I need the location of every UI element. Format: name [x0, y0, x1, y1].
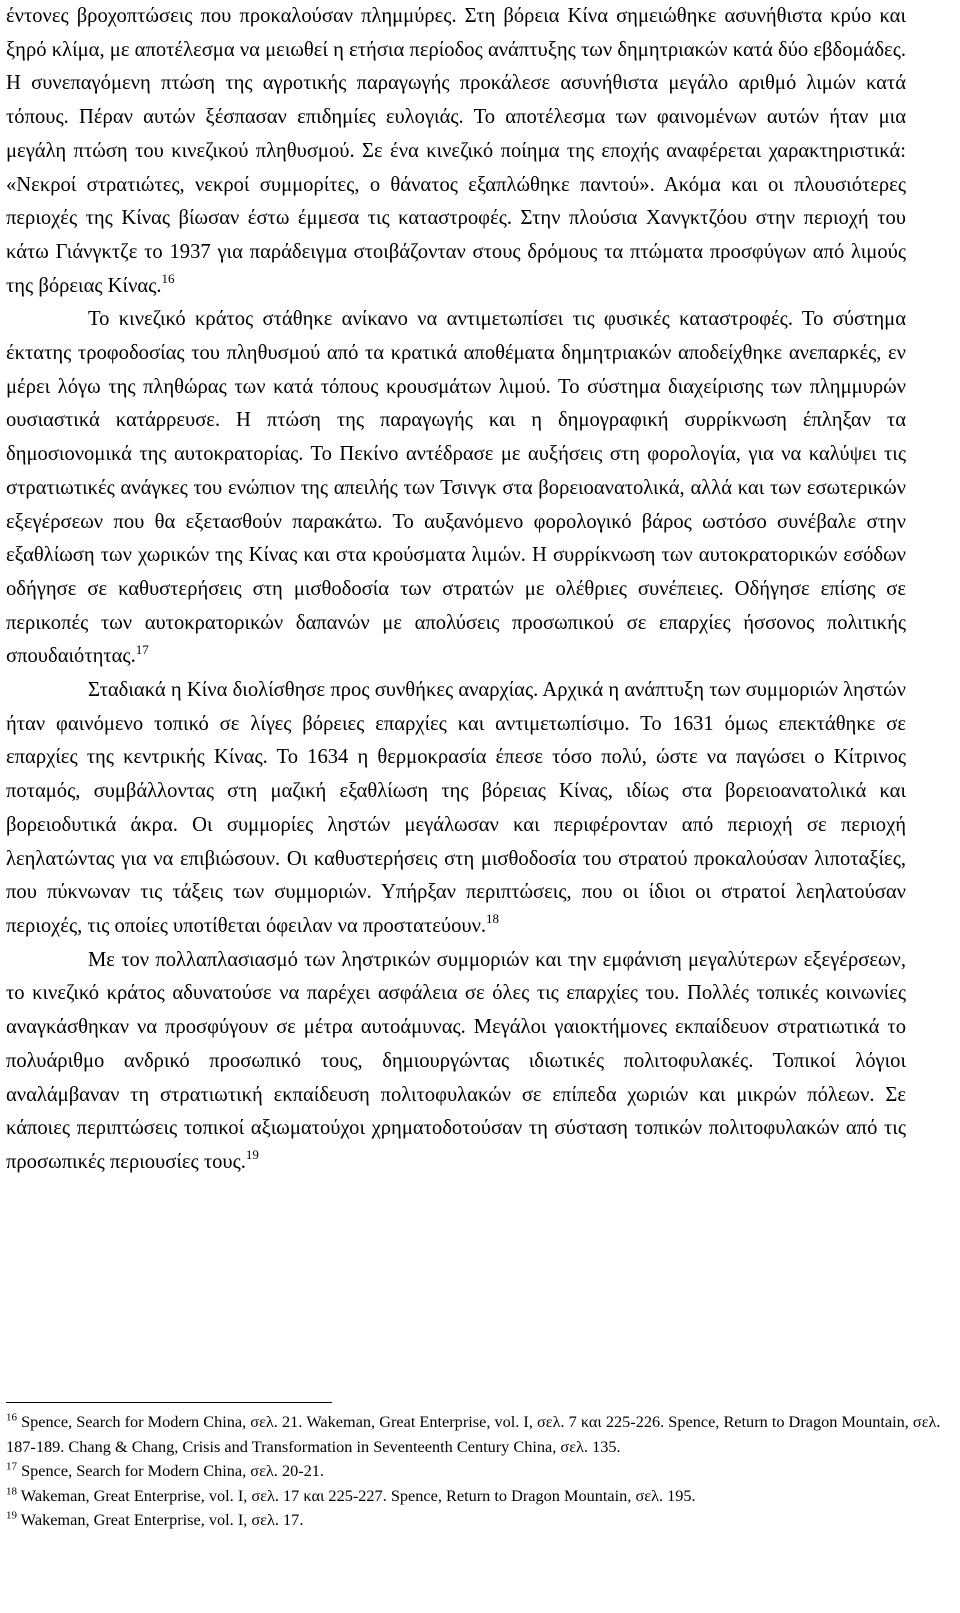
paragraph-2	[6, 303, 906, 674]
footnote-number: 19	[6, 1509, 17, 1522]
body-text	[6, 0, 906, 1180]
footnote-number: 18	[6, 1485, 17, 1498]
footnote-text: Wakeman, Great Enterprise, vol. I, σελ. 17.	[20, 1510, 304, 1529]
paragraph-4-text: Με τον πολλαπλασιασμό των ληστρικών συμμοριών και την εμφάνιση μεγαλύτερων εξεγέρσεων, το κινεζικό κράτος αδυνατούσε να παρέχει ασφάλεια σε όλες τις επαρχίες του. Πολλές τοπικές κοινωνίες αναγκάσθηκαν να προσφύγουν σε μέτρα αυτοάμυνας. Μεγάλοι γαιοκτήμονες εκπαίδευον στρατιωτικά το πολυάριθμο ανδρικό προσωπικό τους, δημιουργώντας ιδιωτικές πολιτοφυλακές. Τοπικοί λόγιοι αναλάμβαναν τη στρατιωτική εκπαίδευση πολιτοφυλακών σε επίπεδα χωριών και μικρών πόλεων. Σε κάποιες περιπτώσεις τοπικοί αξιωματούχοι χρηματοδοτούσαν τη σύσταση τοπικών πολιτοφυλακών από τις προσωπικές περιουσίες τους.	[6, 948, 906, 1173]
footnote-ref-18[interactable]: 18	[486, 911, 500, 927]
footnote-ref-19[interactable]: 19	[245, 1147, 259, 1163]
footnote-17	[6, 1459, 946, 1484]
footnote-ref-17[interactable]: 17	[135, 641, 149, 657]
footnote-text: Wakeman, Great Enterprise, vol. I, σελ. 17 και 225-227. Spence, Return to Dragon Mountain, σελ. 195.	[20, 1485, 696, 1505]
footnote-number: 16	[6, 1411, 17, 1424]
paragraph-1-text: έντονες βροχοπτώσεις που προκαλούσαν πλημμύρες. Στη βόρεια Κίνα σημειώθηκε ασυνήθιστα κρύο και ξηρό κλίμα, με αποτέλεσμα να μειωθεί η ετήσια περίοδος ανάπτυξης των δημητριακών κατά δύο εβδομάδες. Η συνεπαγόμενη πτώση της αγροτικής παραγωγής προκάλεσε ασυνήθιστα μεγάλο αριθμό λιμών κατά τόπους. Πέραν αυτών ξέσπασαν επιδημίες ευλογιάς. Το αποτέλεσμα των φαινομένων αυτών ήταν μια μεγάλη πτώση του κινεζικού πληθυσμού. Σε ένα κινεζικό ποίημα της εποχής αναφέρεται χαρακτηριστικά: «Νεκροί στρατιώτες, νεκροί συμμορίτες, ο θάνατος εξαπλώθηκε παντού». Ακόμα και οι πλουσιότερες περιοχές της Κίνας βίωσαν έστω έμμεσα τις καταστροφές. Στην πλούσια Χανγκτζόου στην περιοχή του κάτω Γιάνγκτζε το 1937 για παράδειγμα στοιβάζονταν στους δρόμους τα πτώματα προσφύγων από λιμούς της βόρειας Κίνας.	[6, 5, 906, 297]
footnote-text: Spence, Search for Modern China, σελ. 20-21.	[21, 1461, 325, 1480]
footnote-16	[6, 1410, 946, 1459]
footnote-ref-16[interactable]: 16	[161, 270, 175, 286]
footnote-19	[6, 1508, 946, 1533]
paragraph-1	[6, 0, 906, 303]
paragraph-4	[6, 944, 906, 1180]
footnote-number: 17	[6, 1460, 17, 1473]
footnote-18	[6, 1484, 946, 1509]
footnote-separator	[6, 1402, 332, 1403]
paragraph-3-text: Σταδιακά η Κίνα διολίσθησε προς συνθήκες αναρχίας. Αρχικά η ανάπτυξη των συμμοριών ληστών ήταν φαινόμενο τοπικό σε λίγες βόρειες επαρχίες και αντιμετωπίσιμο. Το 1631 όμως επεκτάθηκε σε επαρχίες της κεντρικής Κίνας. Το 1634 η θερμοκρασία έπεσε τόσο πολύ, ώστε να παγώσει ο Κίτρινος ποταμός, συμβάλλοντας στη μαζική εξαθλίωση της βόρειας Κίνας, ιδίως στα βορειοανατολικά και βορειοδυτικά άκρα. Οι συμμορίες ληστών μεγάλωσαν και περιφέρονταν από περιοχή σε περιοχή λεηλατώντας για να επιβιώσουν. Οι καθυστερήσεις στη μισθοδοσία του στρατού προκαλούσαν λιποταξίες, που πύκνωναν τις τάξεις των συμμοριών. Υπήρξαν περιπτώσεις, που οι ίδιοι οι στρατοί λεηλατούσαν περιοχές, τις οποίες υποτίθεται όφειλαν να προστατεύουν.	[6, 679, 906, 937]
paragraph-2-text: Το κινεζικό κράτος στάθηκε ανίκανο να αντιμετωπίσει τις φυσικές καταστροφές. Το σύστημα έκτατης τροφοδοσίας του πληθυσμού από τα κρατικά αποθέματα δημητριακών αποδείχθηκε ανεπαρκές, εν μέρει λόγω της πληθώρας των κατά τόπους κρουσμάτων λιμού. Το σύστημα διαχείρισης των πλημμυρών ουσιαστικά κατάρρευσε. Η πτώση της παραγωγής και η δημογραφική συρρίκνωση έπληξαν τα δημοσιονομικά της αυτοκρατορίας. Το Πεκίνο αντέδρασε με αυξήσεις στη φορολογία, για να καλύψει τις στρατιωτικές ανάγκες του ενώπιον της απειλής των Τσινγκ στα βορειοανατολικά, αλλά και των εσωτερικών εξεγέρσεων που θα εξετασθούν παρακάτω. Το αυξανόμενο φορολογικό βάρος ωστόσο συνέβαλε στην εξαθλίωση των χωρικών της Κίνας και στα κρούσματα λιμών. Η συρρίκνωση των αυτοκρατορικών εσόδων οδήγησε σε καθυστερήσεις στη μισθοδοσία των στρατών με ολέθριες συνέπειες. Οδήγησε επίσης σε περικοπές των αυτοκρατορικών δαπανών με απολύσεις προσωπικού σε επαρχίες ήσσονος πολιτικής σπουδαιότητας.	[6, 308, 906, 668]
footnote-text: Spence, Search for Modern China, σελ. 21. Wakeman, Great Enterprise, vol. I, σελ. 7 και 225-226. Spence, Return to Dragon Mountain, σελ. 187-189. Chang & Chang, Crisis and Transformation in Seventeenth Century China, σελ. 135.	[6, 1412, 941, 1456]
paragraph-3	[6, 674, 906, 944]
footnotes	[6, 1410, 946, 1533]
document-page	[6, 0, 941, 1529]
